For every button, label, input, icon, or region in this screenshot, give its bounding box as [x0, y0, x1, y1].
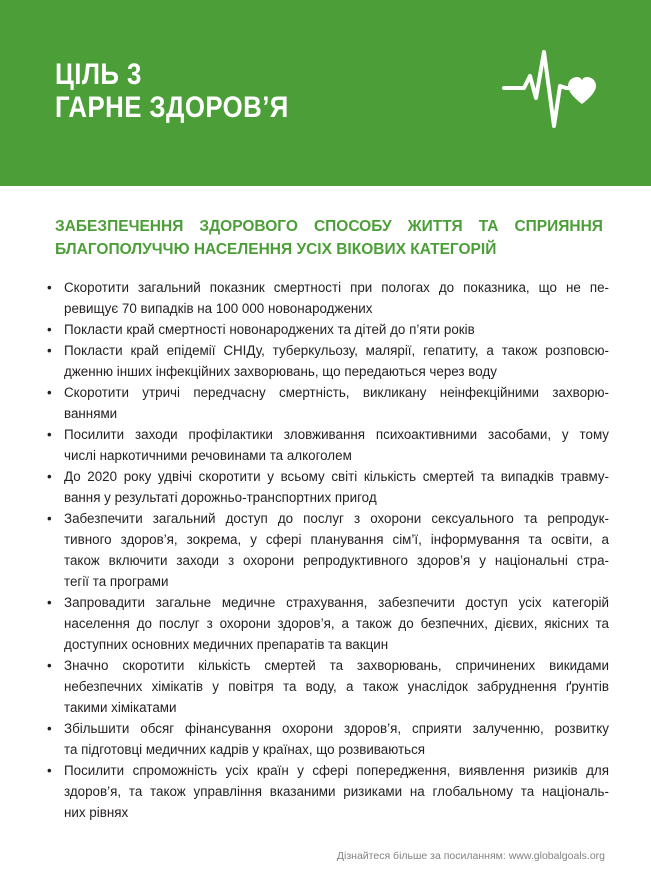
target-list-item	[47, 718, 609, 760]
target-text-line: населення до послуг з охорони здоров’я, а також до безпечних, дієвих, якісних та	[64, 616, 609, 631]
target-text-line: Покласти край епідемії СНІДу, туберкульозу, малярії, гепатиту, а також розповсю-	[64, 343, 609, 358]
target-text-line: них рівнях	[64, 805, 129, 820]
target-text-line: Посилити заходи профілактики зловживання психоактивними засобами, у тому	[64, 427, 609, 442]
bullet-icon: •	[47, 511, 52, 526]
bullet-icon: •	[47, 343, 52, 358]
goal-header-banner	[0, 0, 651, 186]
footer-link-text: Дізнайтеся більше за посиланням: www.globalgoals.org	[336, 850, 605, 862]
target-text-line: Посилити спроможність усіх країн у сфері попередження, виявлення ризиків для	[64, 763, 609, 778]
target-list-item	[47, 655, 609, 718]
bullet-icon: •	[47, 721, 52, 736]
target-list-item	[47, 424, 609, 466]
target-text-line: ваннями	[64, 406, 118, 421]
heartbeat-heart-icon	[502, 46, 598, 132]
target-text-line: дженню інших інфекційних захворювань, що передаються через воду	[64, 364, 497, 379]
subtitle-line-2: БЛАГОПОЛУЧЧЮ НАСЕЛЕННЯ УСІХ ВІКОВИХ КАТЕГОРІЙ	[55, 241, 497, 258]
bullet-icon: •	[47, 763, 52, 778]
target-text-line: та підготовці медичних кадрів у країнах, що розвиваються	[64, 742, 426, 757]
bullet-icon: •	[47, 658, 52, 673]
goal-name-label: ГАРНЕ ЗДОРОВ’Я	[55, 91, 289, 124]
bullet-icon: •	[47, 385, 52, 400]
target-text-line: вання у результаті дорожньо-транспортних пригод	[64, 490, 377, 505]
target-list-item	[47, 466, 609, 508]
target-text-line: Збільшити обсяг фінансування охорони здоров’я, сприяти залученню, розвитку	[64, 721, 609, 736]
subtitle-line-1: ЗАБЕЗПЕЧЕННЯ ЗДОРОВОГО СПОСОБУ ЖИТТЯ ТА СПРИЯННЯ	[55, 218, 603, 235]
target-text-line: числі наркотичними речовинами та алкоголем	[64, 448, 352, 463]
target-text-line: ревищує 70 випадків на 100 000 новонароджених	[64, 301, 373, 316]
target-text-line: небезпечних хімікатів у повітря та воду, а також унаслідок забруднення ґрунтів	[64, 679, 609, 694]
target-text-line: тегії та програми	[64, 574, 169, 589]
target-text-line: здоров’я, та також управління вказаними ризиками на глобальному та національ-	[64, 784, 609, 799]
target-text-line: також включити заходи з охорони репродуктивного здоров’я у національні стра-	[64, 553, 609, 568]
bullet-icon: •	[47, 322, 52, 337]
bullet-icon: •	[47, 427, 52, 442]
target-text-line: Запровадити загальне медичне страхування, забезпечити доступ усіх категорій	[64, 595, 609, 610]
goal-title	[55, 58, 327, 124]
target-list-item	[47, 508, 609, 592]
target-list-item	[47, 382, 609, 424]
target-text-line: Значно скоротити кількість смертей та захворювань, спричинених викидами	[64, 658, 609, 673]
target-text-line: Забезпечити загальний доступ до послуг з охорони сексуального та репродук-	[64, 511, 609, 526]
target-text-line: Покласти край смертності новонароджених та дітей до п’яти років	[64, 322, 475, 337]
target-list-item	[47, 340, 609, 382]
target-text-line: Скоротити утричі передчасну смертність, викликану неінфекційними захворю-	[64, 385, 609, 400]
goal-number-label: ЦІЛЬ 3	[55, 58, 142, 91]
target-text-line: До 2020 року удвічі скоротити у всьому світі кількість смертей та випадків травму-	[64, 469, 609, 484]
target-text-line: доступних основних медичних препаратів та вакцин	[64, 637, 389, 652]
goal-subtitle	[55, 215, 603, 261]
target-text-line: Скоротити загальний показник смертності при пологах до показника, що не пе-	[64, 280, 609, 295]
target-list-item	[47, 277, 609, 319]
target-list-item	[47, 592, 609, 655]
target-text-line: такими хімікатами	[64, 700, 177, 715]
bullet-icon: •	[47, 595, 52, 610]
target-list-item	[47, 319, 609, 340]
targets-list	[47, 277, 609, 823]
bullet-icon: •	[47, 469, 52, 484]
target-text-line: тивного здоров’я, зокрема, у сфері планування сім’ї, інформування та освіти, а	[64, 532, 609, 547]
bullet-icon: •	[47, 280, 52, 295]
target-list-item	[47, 760, 609, 823]
